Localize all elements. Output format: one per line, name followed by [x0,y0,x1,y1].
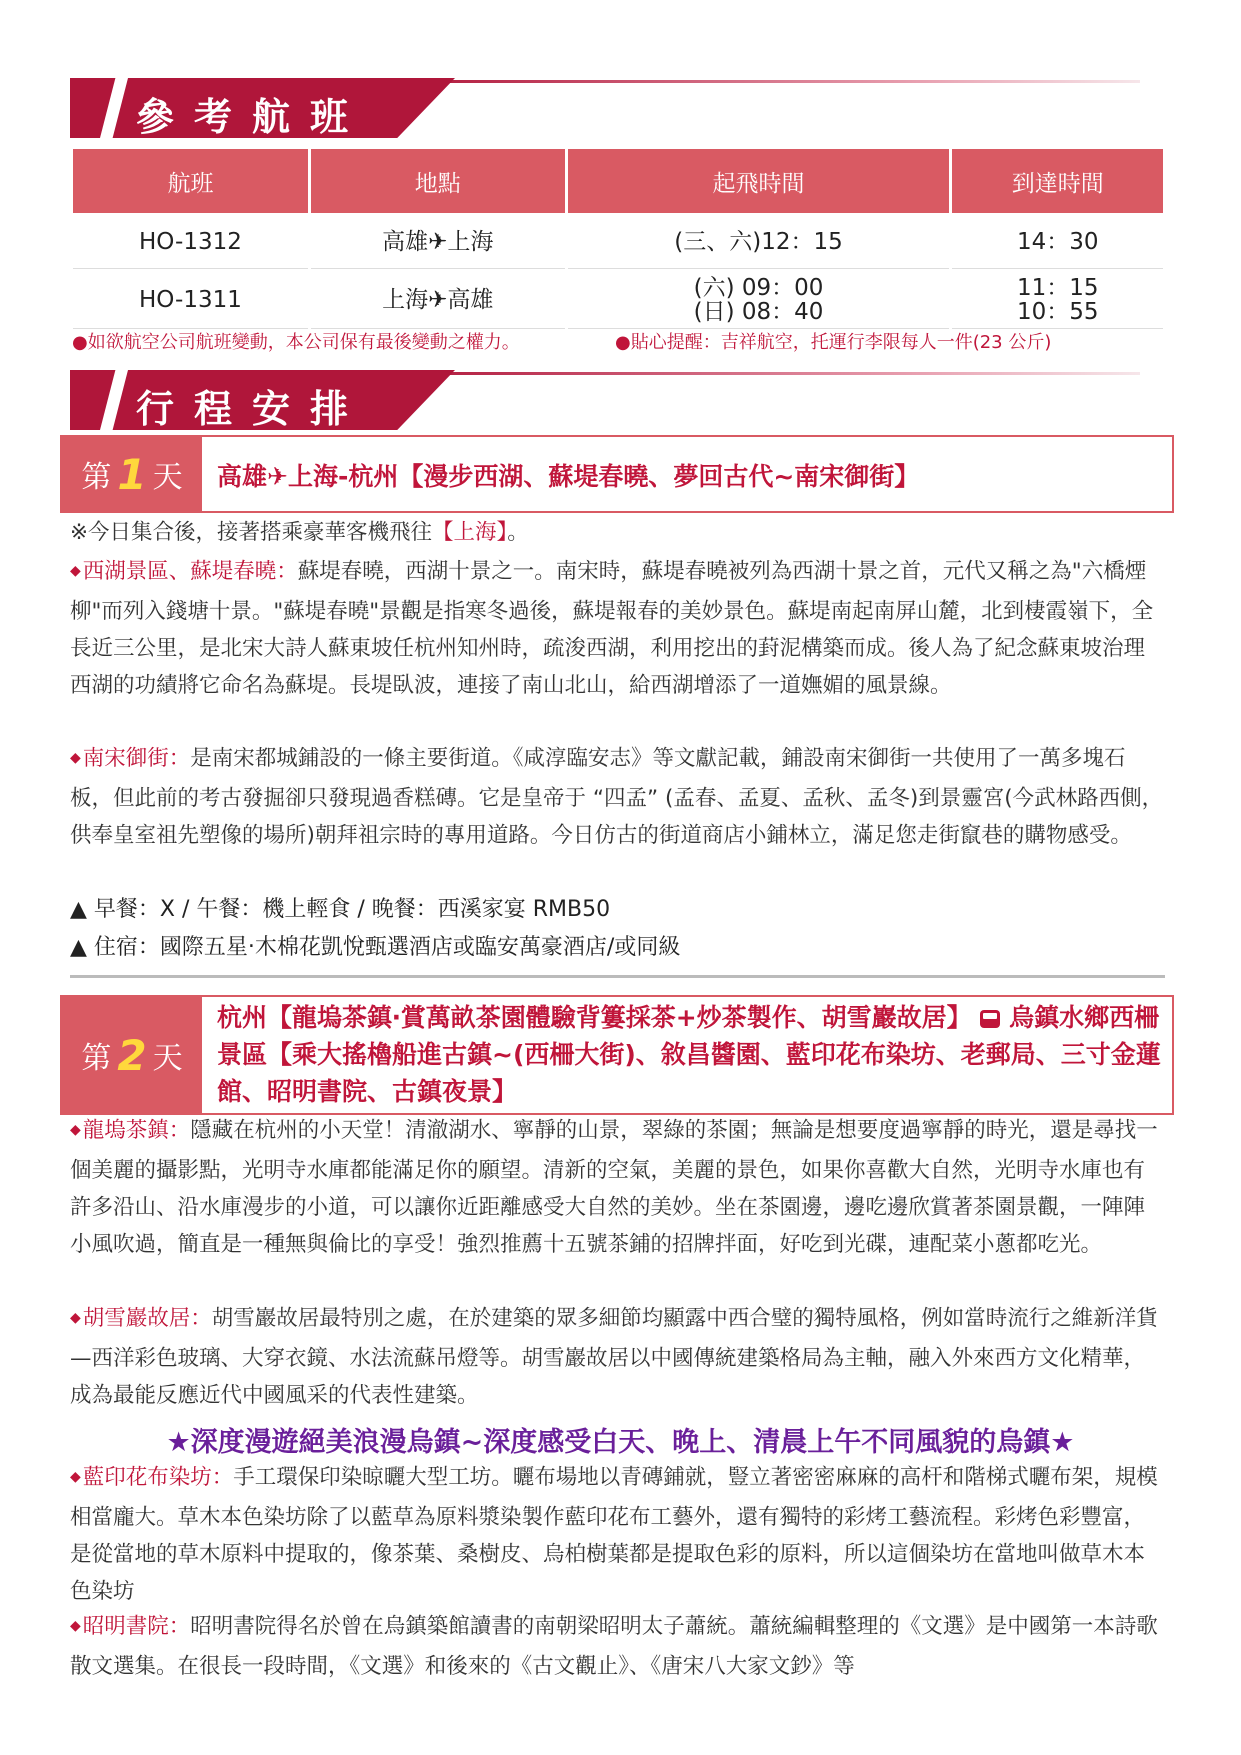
diamond-bullet-icon: ◆ [70,750,81,766]
wuzhen-highlight-banner: ★深度漫遊絕美浪漫烏鎮~深度感受白天、晚上、清晨上午不同風貌的烏鎮★ [166,1427,1075,1458]
diamond-bullet-icon: ◆ [70,1122,81,1138]
day2-paragraph-longwu [70,1112,1165,1263]
day-divider [70,975,1165,978]
header-flight: 航班 [73,149,308,213]
table-header-row [73,149,1163,213]
flight-depart: (三、六)12：15 [568,216,950,269]
day2-title [217,999,1162,1110]
flight-number: HO-1312 [73,216,308,269]
day1-paragraph-imperial-street [70,740,1165,854]
bus-icon [980,1010,1000,1028]
paragraph-body: 手工環保印染晾曬大型工坊。曬布場地以青磚鋪就，豎立著密密麻麻的高杆和階梯式曬布架，規模相當龐大。草木本色染坊除了以藍草為原料漿染製作藍印花布工藝外，還有獨特的彩烤工藝流程。彩烤色彩豐富，是從當地的草木原料中提取的，像茶葉、桑樹皮、烏柏樹葉都是提取色彩的原料，所以這個染坊在當地叫做草木本色染坊 [70,1465,1158,1604]
day1-paragraph-westlake [70,553,1165,704]
day2-paragraph-hu-xueyan [70,1300,1165,1414]
day1-header [60,435,1174,513]
diamond-bullet-icon: ◆ [70,1618,81,1634]
day-label-pre: 第 [81,1041,112,1076]
flight-arrive-cell [952,272,1163,329]
day1-title: 高雄✈上海-杭州【漫步西湖、蘇堤春曉、夢回古代~南宋御街】 [217,462,920,491]
banner-line [400,372,1140,375]
day-number: 2 [117,1030,147,1080]
paragraph-heading: 龍塢茶鎮： [82,1118,191,1143]
day2-header [60,995,1174,1115]
diamond-bullet-icon: ◆ [70,1469,81,1485]
day2-title-part-a: 杭州【龍塢茶鎮‧賞萬畝茶園體驗背簍採茶+炒茶製作、胡雪巖故居】 [217,1003,972,1032]
note-left: ●如欲航空公司航班變動，本公司保有最後變動之權力。 [72,332,520,353]
day1-hotel: ▲ 住宿：國際五星‧木棉花凱悅甄選酒店或臨安萬豪酒店/或同級 [70,935,681,960]
day2-paragraph-zhaoming [70,1608,1165,1685]
section-banner-itinerary [70,370,1140,430]
diamond-bullet-icon: ◆ [70,1310,81,1326]
banner-line [400,80,1140,83]
table-row [73,216,1163,269]
flight-depart: (六) 09：00 [693,275,824,301]
day2-title-part-b: 烏鎮水鄉西柵景區【乘大搖櫓船進古鎮~(西柵大街)、敘昌醬園、藍印花布染坊、老郵局、三寸金蓮館、昭明書院、古鎮夜景】 [217,1003,1161,1106]
day-label-post: 天 [152,460,183,495]
paragraph-body: 昭明書院得名於曾在烏鎮築館讀書的南朝梁昭明太子蕭統。蕭統編輯整理的《文選》是中國第一本詩歌散文選集。在很長一段時間，《文選》和後來的《古文觀止》、《唐宋八大家文鈔》等 [70,1614,1158,1679]
paragraph-body: 是南宋都城鋪設的一條主要街道。《咸淳臨安志》等文獻記載，鋪設南宋御街一共使用了一萬多塊石板，但此前的考古發掘卻只發現過香糕磚。它是皇帝于 “四孟” (孟春、孟夏、孟秋、孟冬)到景靈宮(今武林路西側，供奉皇室祖先塑像的場所)朝拜祖宗時的專用道路。今日仿古的街道商店小鋪林立，滿足您走街竄巷的購物感受。 [70,746,1164,848]
flight-arrive: 11：15 [1016,275,1099,301]
section-banner-flights [70,78,1140,138]
table-row [73,272,1163,329]
flight-depart-alt: (日) 08：40 [693,299,824,325]
flight-depart-cell [568,272,950,329]
intro-highlight: 【上海】 [432,520,508,545]
paragraph-body: 隱藏在杭州的小天堂！清澈湖水、寧靜的山景，翠綠的茶園；無論是想要度過寧靜的時光，還是尋找一個美麗的攝影點，光明寺水庫都能滿足你的願望。清新的空氣，美麗的景色，如果你喜歡大自然，光明寺水庫也有許多沿山、沿水庫漫步的小道，可以讓你近距離感受大自然的美妙。坐在茶園邊，邊吃邊欣賞著茶園景觀，一陣陣小風吹過，簡直是一種無與倫比的享受！強烈推薦十五號茶鋪的招牌拌面，好吃到光碟，連配菜小蔥都吃光。 [70,1118,1158,1257]
day1-badge [62,437,202,511]
section-title: 參考航班 [136,95,369,139]
paragraph-body: 胡雪巖故居最特別之處，在於建築的眾多細節均顯露中西合璧的獨特風格，例如當時流行之維新洋貨—西洋彩色玻璃、大穿衣鏡、水法流蘇吊燈等。胡雪巖故居以中國傳統建築格局為主軸，融入外來西方文化精華，成為最能反應近代中國風采的代表性建築。 [70,1306,1158,1408]
paragraph-heading: 南宋御街： [82,746,191,771]
paragraph-heading: 胡雪巖故居： [82,1306,212,1331]
day1-intro [70,514,1165,551]
header-route: 地點 [311,149,565,213]
flight-arrive: 14：30 [952,216,1163,269]
section-title: 行程安排 [136,387,369,431]
note-right: ●貼心提醒：吉祥航空，托運行李限每人一件(23 公斤) [615,332,1052,353]
flight-route: 高雄✈上海 [311,216,565,269]
paragraph-heading: 藍印花布染坊： [82,1465,234,1490]
paragraph-heading: 昭明書院： [82,1614,191,1639]
diamond-bullet-icon: ◆ [70,563,81,579]
header-arrive: 到達時間 [952,149,1163,213]
day-number: 1 [117,449,147,499]
intro-text: ※今日集合後，接著搭乘豪華客機飛往 [70,520,433,545]
day-label-post: 天 [152,1041,183,1076]
day-label-pre: 第 [81,460,112,495]
intro-end: 。 [507,520,529,545]
flight-arrive-alt: 10：55 [1016,299,1099,325]
header-depart: 起飛時間 [568,149,950,213]
day1-meals: ▲ 早餐：X / 午餐：機上輕食 / 晚餐：西溪家宴 RMB50 [70,897,611,922]
flights-table [70,146,1166,332]
day2-paragraph-indigo-dye [70,1459,1165,1610]
flight-number: HO-1311 [73,272,308,329]
day2-badge [62,997,202,1113]
flight-route: 上海✈高雄 [311,272,565,329]
paragraph-heading: 西湖景區、蘇堤春曉： [82,559,298,584]
paragraph-body: 蘇堤春曉，西湖十景之一。南宋時，蘇堤春曉被列為西湖十景之首，元代又稱之為"六橋煙柳"而列入錢塘十景。"蘇堤春曉"景觀是指寒冬過後，蘇堤報春的美妙景色。蘇堤南起南屏山麓，北到棲霞嶺下，全長近三公里，是北宋大詩人蘇東坡任杭州知州時，疏浚西湖，利用挖出的葑泥構築而成。後人為了紀念蘇東坡治理西湖的功績將它命名為蘇堤。長堤臥波，連接了南山北山，給西湖增添了一道嫵媚的風景線。 [70,559,1154,698]
